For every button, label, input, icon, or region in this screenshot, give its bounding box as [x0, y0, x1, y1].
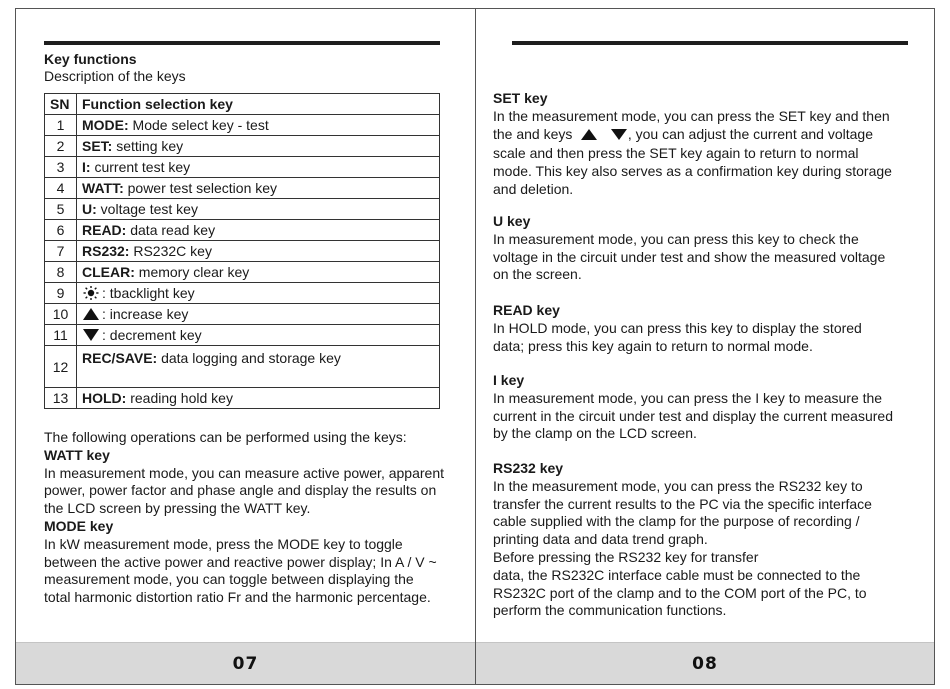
u-section: [493, 213, 893, 284]
key-desc: data logging and storage key: [157, 350, 341, 366]
set-body: [493, 108, 893, 199]
col-header-sn: SN: [45, 94, 77, 115]
row-function: [77, 241, 440, 262]
row-sn: 2: [45, 136, 77, 157]
row-function: [77, 115, 440, 136]
key-desc: Mode select key - test: [128, 117, 269, 133]
row-function: [77, 199, 440, 220]
left-page: [15, 8, 476, 685]
i-heading: I key: [493, 372, 525, 388]
page-number: 07: [232, 653, 259, 674]
row-function: [77, 283, 440, 304]
up-triangle-icon: [580, 128, 598, 146]
key-desc: reading hold key: [126, 390, 233, 406]
page-footer: [476, 642, 934, 684]
table-row: [45, 262, 440, 283]
key-desc: : increase key: [102, 306, 189, 322]
row-sn: 11: [45, 325, 77, 346]
table-row: [45, 220, 440, 241]
key-desc: memory clear key: [134, 264, 250, 280]
rs232-heading: RS232 key: [493, 460, 564, 476]
table-row: [45, 115, 440, 136]
left-body: [44, 429, 444, 607]
page-footer: [16, 642, 475, 684]
key-name: READ:: [82, 222, 127, 238]
key-desc: power test selection key: [123, 180, 278, 196]
row-function: [77, 325, 440, 346]
key-name: MODE:: [82, 117, 129, 133]
table-header-row: [45, 94, 440, 115]
key-name: REC/SAVE:: [82, 350, 158, 366]
row-function: [77, 220, 440, 241]
down-triangle-icon: [82, 328, 100, 342]
row-sn: 12: [45, 346, 77, 388]
set-body-pre: In the measurement mode, you can press the SET key and then the and keys: [493, 107, 890, 142]
row-sn: 9: [45, 283, 77, 304]
key-desc: data read key: [126, 222, 216, 238]
key-name: I:: [82, 159, 91, 175]
key-desc: setting key: [112, 138, 184, 154]
row-function: [77, 262, 440, 283]
row-sn: 7: [45, 241, 77, 262]
read-section: [493, 302, 893, 355]
table-row: [45, 136, 440, 157]
rs232-body-3: data, the RS232C interface cable must be connected to the RS232C port of the clamp and to the COM port of the PC, to perform the communication functions.: [493, 566, 867, 619]
section-subtitle: Description of the keys: [44, 68, 186, 84]
key-table: [44, 93, 440, 409]
table-row: [45, 304, 440, 325]
col-header-function: Function selection key: [77, 94, 440, 115]
watt-heading: WATT key: [44, 446, 110, 463]
key-desc: : tbacklight key: [102, 285, 195, 301]
watt-body: In measurement mode, you can measure active power, apparent power, power factor and phase angle and display the results on the LCD screen by pressing the WATT key.: [44, 464, 444, 517]
key-name: HOLD:: [82, 390, 127, 406]
mode-heading: MODE key: [44, 517, 114, 534]
key-name: CLEAR:: [82, 264, 135, 280]
table-row: [45, 325, 440, 346]
row-sn: 13: [45, 388, 77, 409]
row-function: [77, 178, 440, 199]
mode-body: In kW measurement mode, press the MODE key to toggle between the active power and reactive power display; In A / V ~ measurement mode, you can toggle between displaying the total harmonic distortion ratio Fr and the harmonic percentage.: [44, 535, 437, 606]
row-sn: 4: [45, 178, 77, 199]
header-rule: [512, 41, 908, 45]
set-body-post: , you can adjust the current and voltage scale and then press the SET key again to return to normal mode. This key also serves as a confirmation key during storage and deletion.: [493, 125, 892, 197]
right-page: [476, 8, 935, 685]
u-heading: U key: [493, 213, 531, 229]
intro-text: The following operations can be performed using the keys:: [44, 429, 407, 445]
down-triangle-icon: [610, 128, 628, 146]
set-section: [493, 90, 893, 199]
sun-icon: [82, 286, 100, 300]
row-sn: 1: [45, 115, 77, 136]
page-number: 08: [692, 653, 718, 674]
header-rule: [44, 41, 440, 45]
section-title: Key functions: [44, 51, 137, 67]
rs232-section: [493, 460, 893, 620]
i-body: In measurement mode, you can press the I key to measure the current in the circuit under test and display the current measured by the clamp on the LCD screen.: [493, 389, 893, 442]
row-function: [77, 388, 440, 409]
row-function: [77, 157, 440, 178]
table-row: [45, 241, 440, 262]
key-desc: current test key: [90, 159, 191, 175]
row-sn: 6: [45, 220, 77, 241]
table-row: [45, 283, 440, 304]
row-sn: 3: [45, 157, 77, 178]
row-function: [77, 136, 440, 157]
table-row: [45, 157, 440, 178]
table-row: [45, 346, 440, 388]
table-row: [45, 178, 440, 199]
row-function: [77, 304, 440, 325]
set-heading: SET key: [493, 90, 548, 106]
rs232-body-2: Before pressing the RS232 key for transfer: [493, 548, 759, 565]
key-name: RS232:: [82, 243, 130, 259]
read-heading: READ key: [493, 302, 560, 318]
i-section: [493, 372, 893, 443]
key-name: WATT:: [82, 180, 124, 196]
row-sn: 5: [45, 199, 77, 220]
row-sn: 10: [45, 304, 77, 325]
key-name: SET:: [82, 138, 113, 154]
key-desc: RS232C key: [129, 243, 212, 259]
key-desc: voltage test key: [96, 201, 198, 217]
read-body: In HOLD mode, you can press this key to display the stored data; press this key again to return to normal mode.: [493, 319, 862, 354]
row-function: [77, 346, 440, 388]
u-body: In measurement mode, you can press this key to check the voltage in the circuit under test and show the measured voltage on the screen.: [493, 230, 886, 283]
row-sn: 8: [45, 262, 77, 283]
table-row: [45, 388, 440, 409]
rs232-body-1: In the measurement mode, you can press the RS232 key to transfer the current results to the PC via the specific interface cable supplied with the clamp for the purpose of recording / printing data and data trend graph.: [493, 477, 872, 548]
key-desc: : decrement key: [102, 327, 202, 343]
table-row: [45, 199, 440, 220]
up-triangle-icon: [82, 307, 100, 321]
key-name: U:: [82, 201, 97, 217]
